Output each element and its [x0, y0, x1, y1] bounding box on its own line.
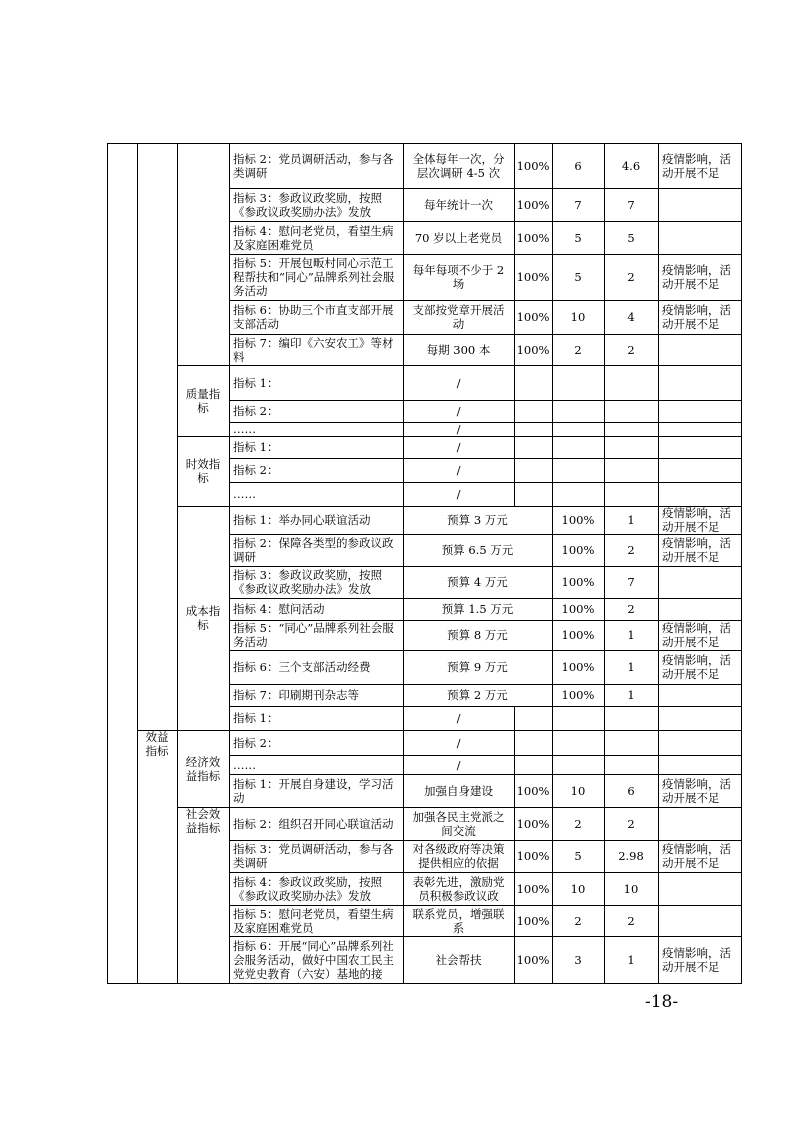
table-cell-value-text: 预算 9 万元 [447, 660, 508, 674]
table-cell-value-text: / [456, 487, 461, 501]
table-cell-actual [604, 254, 658, 300]
table-cell-name-text: 指标 1： [233, 440, 279, 454]
table-cell-note [658, 774, 741, 807]
table-cell-value [403, 143, 514, 188]
table-cell-weight-text: 100% [516, 230, 550, 245]
table-cell-name [229, 365, 403, 400]
table-cell-note [658, 755, 741, 774]
table-cell-note [658, 534, 741, 566]
category-cell [137, 143, 177, 730]
table-cell-note-text: 疫情影响，活动开展不足 [662, 653, 731, 681]
table-cell-name [229, 774, 403, 807]
table-cell-name-text: 指标 4：参政议政奖励，按照《参政议政奖励办法》发放 [233, 874, 382, 903]
table-cell-weight [514, 872, 552, 905]
table-cell-actual [604, 365, 658, 400]
table-cell-actual [604, 905, 658, 936]
table-cell-weight [552, 684, 604, 706]
table-cell-name [229, 436, 403, 458]
table-cell-value [403, 221, 514, 254]
table-cell-note-text: 疫情影响，活动开展不足 [662, 263, 731, 291]
table-cell-note-text: 疫情影响，活动开展不足 [662, 776, 731, 805]
table-cell-name-text: 指标 3：党员调研活动，参与各类调研 [233, 842, 394, 870]
table-cell-name [229, 706, 403, 730]
table-cell-note [658, 482, 741, 506]
table-cell-name-text: 指标 2：组织召开同心联谊活动 [233, 816, 394, 831]
subcategory-cell [177, 143, 229, 365]
table-cell-score-text: 3 [574, 952, 582, 967]
table-cell-note [658, 872, 741, 905]
table-cell-weight-text: 100% [561, 628, 595, 642]
table-cell-note [658, 730, 741, 755]
table-cell-actual [604, 188, 658, 221]
table-cell-note-text: 疫情影响，活动开展不足 [662, 621, 731, 649]
table-cell-value-text: / [456, 422, 461, 436]
table-cell-name [229, 730, 403, 755]
table-cell-score [552, 221, 604, 254]
table-cell-value-text: / [456, 440, 461, 454]
table-cell-score-text: 7 [627, 575, 635, 589]
table-cell-name [229, 650, 403, 684]
table-cell-score [552, 774, 604, 807]
table-cell-note [658, 905, 741, 936]
table-cell-score [604, 598, 658, 620]
table-cell-name [229, 221, 403, 254]
table-cell-weight-text: 100% [516, 342, 550, 357]
table-cell-score-text: 10 [570, 783, 586, 798]
table-cell-score [552, 143, 604, 188]
table-cell-note [658, 188, 741, 221]
table-cell-actual [604, 755, 658, 774]
table-cell-weight-text: 100% [516, 913, 550, 928]
table-cell-name [229, 620, 403, 650]
table-cell-weight-text: 100% [516, 783, 550, 798]
subcategory-cell [177, 436, 229, 506]
table-cell-actual [604, 143, 658, 188]
table-cell-actual-text: 2 [627, 816, 635, 831]
subcategory-cell [177, 365, 229, 436]
table-cell-actual-text: 5 [627, 230, 635, 245]
table-cell-actual-text: 2.98 [618, 849, 644, 863]
table-cell-score-text: 7 [574, 197, 582, 212]
table-cell-actual [604, 300, 658, 334]
subcategory-cell [177, 506, 229, 730]
subcategory-cell-text: 社会效益指标 [185, 807, 221, 835]
table-cell-actual [604, 807, 658, 840]
table-cell-value [403, 506, 552, 534]
table-cell-weight [514, 188, 552, 221]
table-cell-note [658, 706, 741, 730]
table-cell-value [403, 188, 514, 221]
table-cell-value [403, 650, 552, 684]
table-cell-value [403, 936, 514, 983]
table-cell-weight [552, 566, 604, 598]
table-cell-value [403, 422, 514, 436]
table-cell-score-text: 5 [574, 270, 582, 284]
table-cell-score [552, 905, 604, 936]
table-cell-weight [552, 598, 604, 620]
table-cell-score [604, 684, 658, 706]
table-cell-name-text: 指标 6：协助三个市直支部开展支部活动 [233, 303, 394, 331]
table-cell-name-text: 指标 7：印刷期刊杂志等 [233, 688, 359, 702]
table-cell-note [658, 365, 741, 400]
table-cell-value [403, 774, 514, 807]
table-cell-score-text: 1 [627, 628, 635, 642]
table-cell-weight [514, 221, 552, 254]
subcategory-cell-text: 成本指标 [185, 604, 221, 632]
table-cell-weight-text: 100% [516, 270, 550, 284]
table-cell-score [552, 755, 604, 774]
table-cell-weight [514, 755, 552, 774]
table-cell-score [552, 730, 604, 755]
table-cell-score-text: 5 [574, 230, 582, 245]
table-cell-name [229, 534, 403, 566]
subcategory-cell-text: 时效指标 [185, 457, 221, 485]
table-cell-weight-text: 100% [516, 197, 550, 212]
table-cell-value-text: 预算 4 万元 [447, 575, 508, 589]
table-cell-score-text: 1 [627, 688, 635, 702]
table-cell-score [604, 620, 658, 650]
table-cell-weight [514, 254, 552, 300]
table-cell-note [658, 436, 741, 458]
table-cell-note-text: 疫情影响，活动开展不足 [662, 151, 731, 180]
table-cell-note [658, 221, 741, 254]
table-cell-score [604, 566, 658, 598]
table-cell-name-text: 指标 4：慰问老党员，看望生病及家庭困难党员 [233, 223, 394, 252]
table-cell-note [658, 506, 741, 534]
table-cell-value [403, 334, 514, 365]
table-cell-name-text: …… [233, 757, 256, 772]
table-cell-value [403, 365, 514, 400]
table-cell-score [552, 872, 604, 905]
table-cell-actual [604, 872, 658, 905]
table-cell-note [658, 840, 741, 872]
table-cell-actual [604, 774, 658, 807]
table-cell-name [229, 188, 403, 221]
table-cell-value-text: 每年统计一次 [424, 197, 493, 212]
table-cell-name [229, 300, 403, 334]
table-cell-score [552, 188, 604, 221]
table-cell-score-text: 5 [574, 849, 582, 863]
table-cell-value-text: 预算 6.5 万元 [441, 543, 514, 557]
table-cell-name-text: 指标 2： [233, 735, 279, 750]
subcategory-cell-text: 经济效益指标 [185, 754, 221, 783]
table-cell-name [229, 684, 403, 706]
table-cell-name-text: 指标 2： [233, 463, 279, 477]
table-cell-score-text: 2 [627, 543, 635, 557]
table-cell-weight-text: 100% [516, 816, 550, 831]
table-cell-weight [514, 905, 552, 936]
table-cell-weight [514, 300, 552, 334]
table-cell-actual [604, 221, 658, 254]
table-cell-score-text: 10 [570, 881, 586, 896]
table-cell-score [604, 506, 658, 534]
table-cell-weight-text: 100% [561, 513, 595, 527]
table-cell-note-text: 疫情影响，活动开展不足 [662, 842, 731, 870]
table-cell-value-text: 预算 8 万元 [447, 628, 508, 642]
table-cell-value [403, 684, 552, 706]
table-cell-actual [604, 706, 658, 730]
table-cell-weight [514, 706, 552, 730]
table-cell-actual-text: 6 [627, 783, 635, 798]
category-cell [137, 730, 177, 758]
table-cell-value-text: 对各级政府等决策提供相应的依据 [412, 842, 505, 870]
table-cell-score [604, 650, 658, 684]
table-cell-actual-text: 4.6 [621, 158, 641, 173]
table-cell-value-text: 联系党员，增强联系 [412, 906, 505, 935]
table-cell-name [229, 482, 403, 506]
table-cell-score-text: 1 [627, 660, 635, 674]
table-cell-value-text: 社会帮扶 [435, 952, 482, 967]
table-cell-actual [604, 482, 658, 506]
table-cell-weight [514, 143, 552, 188]
table-cell-value-text: 预算 1.5 万元 [441, 602, 514, 616]
table-cell-note-text: 疫情影响，活动开展不足 [662, 506, 731, 534]
table-cell-value [403, 840, 514, 872]
table-cell-name [229, 807, 403, 840]
table-cell-weight [514, 458, 552, 482]
table-cell-name [229, 840, 403, 872]
table-cell-actual-text: 2 [627, 913, 635, 928]
table-cell-name-text: 指标 2： [233, 404, 279, 418]
table-cell-value-text: 预算 3 万元 [447, 513, 508, 527]
table-cell-name [229, 598, 403, 620]
table-cell-weight-text: 100% [516, 952, 550, 967]
table-cell-name-text: …… [233, 487, 256, 501]
table-cell-value [403, 458, 514, 482]
table-cell-weight [514, 936, 552, 983]
table-cell-weight [514, 436, 552, 458]
table-cell-name-text: 指标 3：参政议政奖励，按照《参政议政奖励办法》发放 [233, 190, 382, 219]
table-cell-actual-text: 1 [627, 952, 635, 967]
table-cell-weight [514, 482, 552, 506]
table-cell-value [403, 300, 514, 334]
table-cell-value [403, 598, 552, 620]
table-rule [107, 983, 741, 984]
table-cell-name [229, 872, 403, 905]
table-cell-weight [514, 807, 552, 840]
table-cell-actual-text: 4 [627, 310, 635, 324]
table-cell-note [658, 458, 741, 482]
table-cell-actual [604, 400, 658, 422]
table-cell-note-text: 疫情影响，活动开展不足 [662, 536, 731, 564]
table-cell-actual [604, 936, 658, 983]
table-cell-score-text: 2 [574, 342, 582, 357]
table-cell-note [658, 684, 741, 706]
table-cell-weight [514, 400, 552, 422]
table-cell-value-text: 加强各民主党派之间交流 [412, 809, 505, 838]
table-cell-note [658, 936, 741, 983]
table-cell-name-text: 指标 1： [233, 375, 279, 390]
table-cell-value [403, 905, 514, 936]
table-cell-name-text: …… [233, 422, 256, 436]
table-cell-value [403, 400, 514, 422]
table-cell-value-text: 预算 2 万元 [447, 688, 508, 702]
table-cell-name-text: 指标 6：三个支部活动经费 [233, 660, 371, 674]
table-cell-value-text: / [456, 735, 461, 750]
table-cell-score-text: 6 [574, 158, 582, 173]
table-cell-note [658, 400, 741, 422]
table-cell-value [403, 755, 514, 774]
table-cell-value [403, 620, 552, 650]
table-cell-name-text: 指标 1： [233, 711, 279, 725]
table-cell-note [658, 143, 741, 188]
table-cell-value [403, 436, 514, 458]
table-cell-name-text: 指标 2：保障各类型的参政议政调研 [233, 536, 394, 564]
table-cell-actual [604, 840, 658, 872]
table-cell-weight-text: 100% [561, 575, 595, 589]
table-cell-value-text: 表彰先进，激励党员积极参政议政 [412, 874, 505, 903]
table-cell-actual [604, 458, 658, 482]
table-cell-name [229, 143, 403, 188]
table-cell-weight [552, 506, 604, 534]
table-cell-name-text: 指标 4：慰问活动 [233, 602, 325, 616]
table-cell-name [229, 905, 403, 936]
table-cell-score [552, 436, 604, 458]
table-cell-value-text: 加强自身建设 [424, 783, 493, 798]
table-cell-weight [514, 422, 552, 436]
table-cell-score [552, 458, 604, 482]
table-cell-value-text: 全体每年一次，分层次调研 4-5 次 [412, 151, 505, 180]
table-cell-actual-text: 10 [623, 881, 639, 896]
table-cell-name [229, 422, 403, 436]
table-cell-actual [604, 436, 658, 458]
table-cell-value-text: / [456, 711, 461, 725]
table-cell-weight-text: 100% [561, 660, 595, 674]
table-cell-value-text: / [456, 404, 461, 418]
table-cell-score [552, 334, 604, 365]
table-cell-actual [604, 422, 658, 436]
table-cell-score-text: 2 [627, 602, 635, 616]
table-cell-note [658, 422, 741, 436]
table-rule [741, 143, 742, 984]
table-cell-value-text: / [456, 463, 461, 477]
table-cell-value-text: 每年每项不少于 2 场 [412, 263, 505, 291]
table-cell-score [604, 534, 658, 566]
table-cell-score-text: 1 [627, 513, 635, 527]
table-cell-actual-text: 7 [627, 197, 635, 212]
table-cell-name [229, 755, 403, 774]
table-cell-name-text: 指标 5：“同心”品牌系列社会服务活动 [233, 621, 394, 649]
table-cell-name-text: 指标 6：开展“同心”品牌系列社会服务活动，做好中国农工民主党党史教育（六安）基地的接 [233, 938, 394, 981]
table-cell-weight-text: 100% [516, 849, 550, 863]
table-cell-value [403, 482, 514, 506]
table-cell-score-text: 2 [574, 913, 582, 928]
indicator-table [107, 143, 741, 983]
table-cell-score [552, 807, 604, 840]
table-cell-score [552, 400, 604, 422]
table-cell-name-text: 指标 2：党员调研活动，参与各类调研 [233, 151, 394, 180]
table-cell-score-text: 2 [574, 816, 582, 831]
table-cell-score [552, 422, 604, 436]
table-cell-name [229, 936, 403, 983]
table-cell-score-text: 10 [570, 310, 586, 324]
table-cell-value [403, 872, 514, 905]
table-cell-weight-text: 100% [516, 158, 550, 173]
table-cell-weight [552, 620, 604, 650]
table-cell-value [403, 706, 514, 730]
table-cell-weight-text: 100% [561, 543, 595, 557]
table-cell-actual [604, 730, 658, 755]
table-cell-note [658, 620, 741, 650]
table-cell-weight [514, 365, 552, 400]
table-cell-value-text: 每期 300 本 [426, 342, 491, 357]
table-cell-score [552, 840, 604, 872]
subcategory-cell-text: 质量指标 [185, 386, 221, 415]
table-cell-name [229, 400, 403, 422]
table-cell-value [403, 566, 552, 598]
table-cell-value [403, 534, 552, 566]
table-cell-actual [604, 334, 658, 365]
table-cell-weight-text: 100% [516, 310, 550, 324]
table-cell-note [658, 300, 741, 334]
table-cell-name [229, 458, 403, 482]
table-cell-note [658, 566, 741, 598]
table-cell-value-text: / [456, 375, 461, 390]
table-cell-weight [514, 774, 552, 807]
table-cell-score [552, 254, 604, 300]
table-cell-note [658, 598, 741, 620]
table-cell-value [403, 730, 514, 755]
table-cell-weight-text: 100% [561, 602, 595, 616]
table-cell-note [658, 254, 741, 300]
table-cell-name-text: 指标 5：开展包畈村同心示范工程帮扶和“同心”品牌系列社会服务活动 [233, 256, 395, 298]
table-cell-score [552, 706, 604, 730]
table-cell-name-text: 指标 1：开展自身建设，学习活动 [233, 776, 394, 805]
table-cell-weight-text: 100% [561, 688, 595, 702]
table-cell-note [658, 334, 741, 365]
table-cell-score [552, 365, 604, 400]
table-cell-weight [552, 650, 604, 684]
table-cell-name [229, 334, 403, 365]
table-cell-note [658, 807, 741, 840]
table-cell-value-text: / [456, 757, 461, 772]
table-cell-weight [514, 334, 552, 365]
table-cell-score [552, 936, 604, 983]
table-cell-weight [514, 730, 552, 755]
table-cell-name [229, 566, 403, 598]
subcategory-cell [177, 730, 229, 807]
table-cell-value-text: 70 岁以上老党员 [414, 230, 503, 245]
table-cell-actual-text: 2 [627, 342, 635, 357]
table-cell-name-text: 指标 1：举办同心联谊活动 [233, 513, 371, 527]
table-cell-value-text: 支部按党章开展活动 [412, 303, 505, 331]
table-cell-name [229, 506, 403, 534]
table-cell-name-text: 指标 5：慰问老党员，看望生病及家庭困难党员 [233, 906, 394, 935]
table-cell-name [229, 254, 403, 300]
table-cell-weight [552, 534, 604, 566]
table-rule [107, 143, 108, 984]
table-cell-note [658, 650, 741, 684]
category-cell-text: 效益指标 [145, 730, 169, 758]
subcategory-cell [177, 807, 229, 835]
page-number: -18- [645, 992, 679, 1012]
table-cell-value [403, 254, 514, 300]
table-cell-note-text: 疫情影响，活动开展不足 [662, 303, 731, 331]
table-cell-score [552, 482, 604, 506]
table-cell-name-text: 指标 3：参政议政奖励，按照《参政议政奖励办法》发放 [233, 568, 382, 596]
table-cell-note-text: 疫情影响，活动开展不足 [662, 945, 731, 974]
table-cell-value [403, 807, 514, 840]
table-cell-actual-text: 2 [627, 270, 635, 284]
table-cell-weight [514, 840, 552, 872]
table-cell-name-text: 指标 7：编印《六安农工》等材料 [233, 335, 394, 364]
table-cell-score [552, 300, 604, 334]
table-cell-weight-text: 100% [516, 881, 550, 896]
